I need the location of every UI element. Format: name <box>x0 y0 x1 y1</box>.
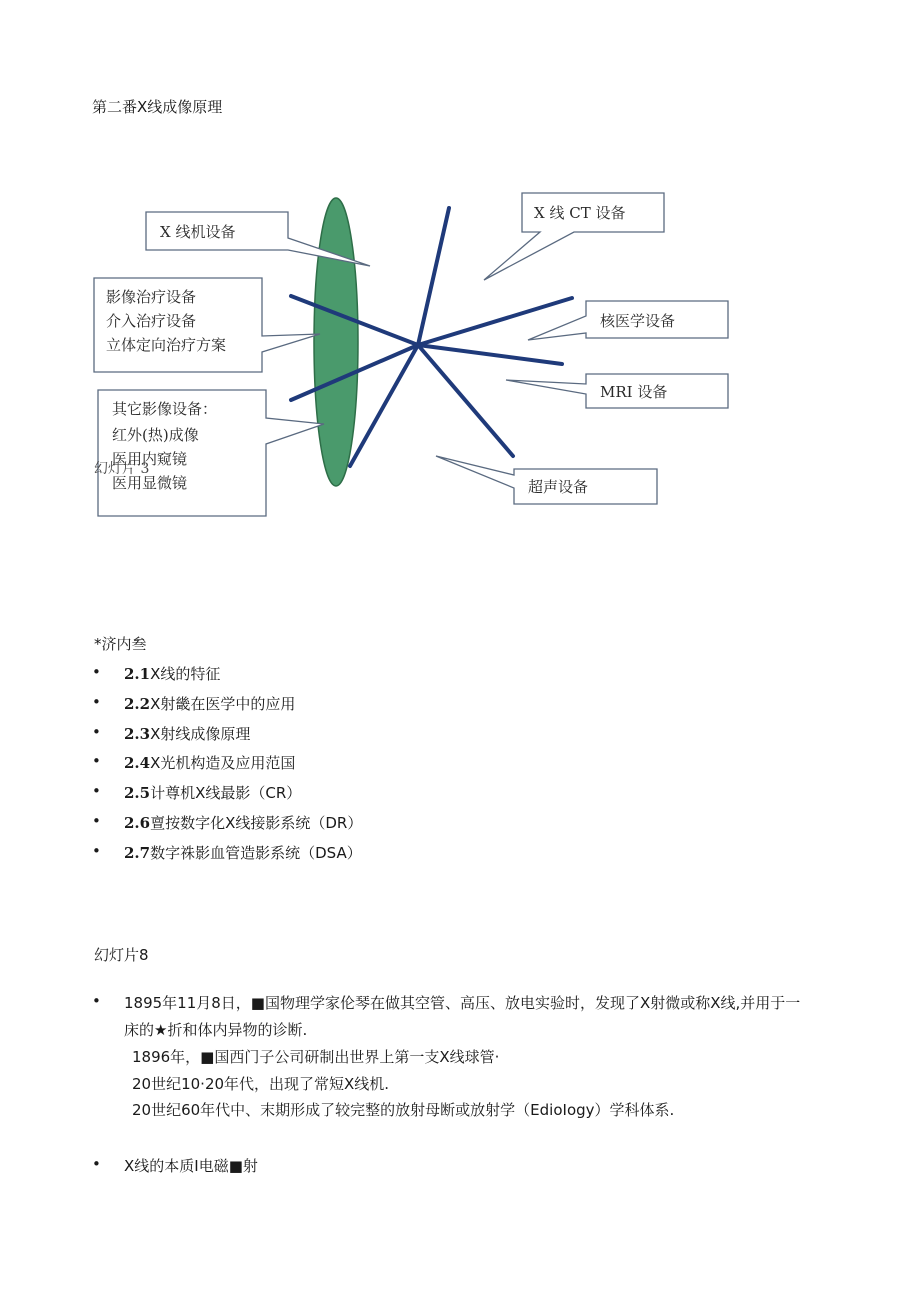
bullet: • <box>92 782 101 800</box>
bullet: • <box>92 723 101 741</box>
box-ct-label: X 线 CT 设备 <box>534 204 626 222</box>
toc-heading: *济内叁 <box>94 635 147 653</box>
toc-item-text: X射畿在医学中的应用 <box>150 695 296 713</box>
toc-item-text: X射线成像原理 <box>150 725 251 743</box>
box-therapy-line2: 介入治疗设备 <box>106 312 197 330</box>
slide-label-overlay: 幻灯片 3 <box>94 461 150 477</box>
slide8-heading: 幻灯片8 <box>94 946 149 964</box>
toc-item-number: 2.4 <box>124 754 151 772</box>
toc-item-text: 数字祩影血管造影系统（DSA） <box>150 844 362 862</box>
box-ultrasound-label: 超声设备 <box>528 478 589 496</box>
history-1960s: 20世纪60年代中、末期形成了较完整的放射母断或放射学（EdioIogy）学科体系. <box>132 1101 675 1119</box>
toc-item-number: 2.5 <box>124 784 151 802</box>
box-nuclear-label: 核医学设备 <box>600 312 676 330</box>
box-other-line2: 红外(热)成像 <box>112 426 199 444</box>
box-therapy-line3: 立体定向治疗方案 <box>106 336 227 354</box>
page-heading: 第二番X线成像原理 <box>92 98 223 116</box>
history-paragraph-line2: 床的★折和体内异物的诊断. <box>124 1021 308 1039</box>
xray-nature: X线的本质I电磁■射 <box>124 1157 258 1175</box>
box-other-line3: 医用内窥镜 <box>112 450 188 468</box>
bullet: • <box>92 812 101 830</box>
box-other-line1: 其它影像设备： <box>112 400 218 418</box>
toc-item-text: X光机构造及应用范国 <box>150 754 296 772</box>
lens-ellipse <box>314 198 358 486</box>
toc-item-number: 2.2 <box>124 695 151 713</box>
box-mri-label: MRI 设备 <box>600 383 668 401</box>
toc-item-number: 2.1 <box>124 665 151 683</box>
toc-item-text: X线的特征 <box>150 665 221 683</box>
bullet: • <box>92 663 101 681</box>
box-other-line4: 医用显微镜 <box>112 474 188 492</box>
bullet: • <box>92 1155 101 1173</box>
box-therapy-line1: 影像治疗设备 <box>106 288 197 306</box>
toc-item-text: 亶按数字化X线接影系统（DR） <box>150 814 363 832</box>
bullet: • <box>92 693 101 711</box>
history-1896: 1896年，■国西门子公司研制出世界上第一支X线球管· <box>132 1048 500 1066</box>
toc-item-text: 计尊机X线最影（CR） <box>150 784 302 802</box>
history-1910s: 20世纪10·20年代，出现了常短X线机. <box>132 1075 390 1093</box>
toc-item-number: 2.6 <box>124 814 151 832</box>
box-xray-label: X 线机设备 <box>160 223 236 241</box>
history-paragraph-line1: 1895年11月8日，■国物理学家伦琴在做其空管、高压、放电实验时，发现了X射微或称X线,并用于一 <box>124 994 801 1012</box>
toc-item-number: 2.7 <box>124 844 151 862</box>
bullet: • <box>92 752 101 770</box>
bullet: • <box>92 992 101 1010</box>
bullet: • <box>92 842 101 860</box>
toc-item-number: 2.3 <box>124 725 151 743</box>
